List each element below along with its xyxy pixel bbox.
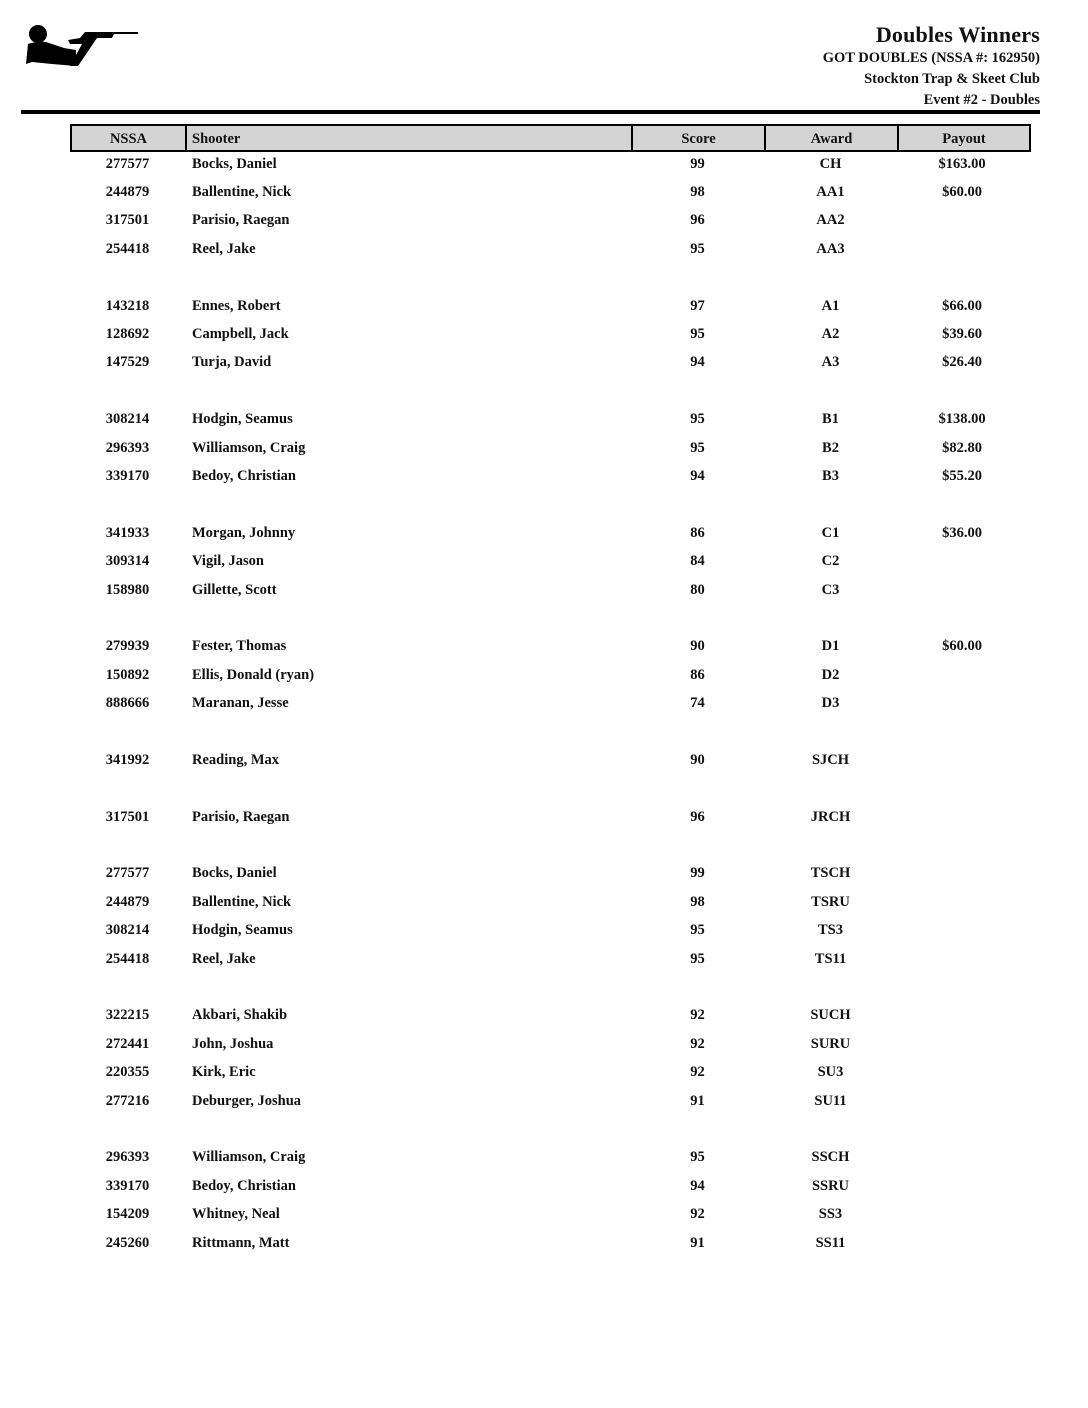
- cell-shooter: Reel, Jake: [192, 240, 256, 257]
- table-row: [70, 1087, 1031, 1115]
- table-row: [70, 1229, 1031, 1257]
- cell-score: 86: [690, 524, 705, 541]
- cell-score: 97: [690, 297, 705, 314]
- cell-score: 99: [690, 155, 705, 172]
- club-name: Stockton Trap & Skeet Club: [864, 71, 1040, 87]
- cell-nssa: 309314: [105, 553, 150, 570]
- group-spacer: [70, 775, 1031, 803]
- cell-shooter: Maranan, Jesse: [192, 695, 289, 712]
- cell-score: 74: [690, 695, 705, 712]
- table-row: [70, 803, 1031, 831]
- table-row: [70, 519, 1031, 547]
- cell-award: AA3: [816, 240, 845, 257]
- header-divider: [21, 110, 1040, 114]
- cell-nssa: 317501: [105, 212, 150, 229]
- cell-score: 95: [690, 326, 705, 343]
- cell-payout: $60.00: [942, 184, 982, 201]
- table-row: [70, 945, 1031, 973]
- group-spacer: [70, 831, 1031, 859]
- cell-nssa: 245260: [105, 1234, 150, 1251]
- cell-nssa: 128692: [105, 326, 150, 343]
- table-row: [70, 1002, 1031, 1030]
- table-row: [70, 150, 1031, 178]
- table-row: [70, 207, 1031, 235]
- table-row: [70, 860, 1031, 888]
- cell-score: 98: [690, 184, 705, 201]
- cell-award: JRCH: [810, 808, 851, 825]
- cell-nssa: 339170: [105, 467, 150, 484]
- cell-payout: $36.00: [942, 524, 982, 541]
- table-row: [70, 434, 1031, 462]
- cell-award: C2: [821, 553, 840, 570]
- table-row: [70, 917, 1031, 945]
- table-row: [70, 462, 1031, 490]
- cell-shooter: Parisio, Raegan: [192, 212, 290, 229]
- cell-award: C1: [821, 524, 840, 541]
- cell-shooter: Ballentine, Nick: [192, 184, 292, 201]
- cell-shooter: Parisio, Raegan: [192, 808, 290, 825]
- cell-award: A2: [821, 326, 840, 343]
- cell-award: SUCH: [810, 1007, 851, 1024]
- cell-score: 80: [690, 581, 705, 598]
- cell-payout: $66.00: [942, 297, 982, 314]
- cell-nssa: 244879: [105, 893, 150, 910]
- group-spacer: [70, 718, 1031, 746]
- cell-award: B2: [822, 439, 839, 456]
- cell-score: 92: [690, 1206, 705, 1223]
- cell-score: 91: [690, 1234, 705, 1251]
- group-spacer: [70, 377, 1031, 405]
- cell-award: AA1: [816, 184, 845, 201]
- cell-payout: $163.00: [938, 155, 986, 172]
- table-row: [70, 576, 1031, 604]
- table-row: [70, 1144, 1031, 1172]
- cell-score: 95: [690, 411, 705, 428]
- cell-nssa: 143218: [105, 297, 150, 314]
- table-row: [70, 1172, 1031, 1200]
- cell-nssa: 277577: [105, 155, 150, 172]
- cell-award: D1: [821, 638, 840, 655]
- cell-nssa: 296393: [105, 1149, 150, 1166]
- cell-shooter: Bedoy, Christian: [192, 467, 296, 484]
- cell-nssa: 277577: [105, 865, 150, 882]
- table-row: [70, 178, 1031, 206]
- cell-payout: $82.80: [942, 439, 982, 456]
- cell-award: SSRU: [811, 1177, 850, 1194]
- column-header-shooter: Shooter: [187, 126, 633, 150]
- cell-shooter: Reading, Max: [192, 751, 279, 768]
- cell-award: SSCH: [811, 1149, 850, 1166]
- cell-award: SJCH: [811, 751, 850, 768]
- cell-score: 94: [690, 467, 705, 484]
- cell-score: 94: [690, 354, 705, 371]
- cell-award: A3: [821, 354, 840, 371]
- group-spacer: [70, 491, 1031, 519]
- cell-nssa: 277216: [105, 1092, 150, 1109]
- cell-score: 90: [690, 751, 705, 768]
- cell-payout: $26.40: [942, 354, 982, 371]
- cell-payout: $39.60: [942, 326, 982, 343]
- cell-shooter: Bocks, Daniel: [192, 865, 277, 882]
- cell-nssa: 147529: [105, 354, 150, 371]
- cell-award: B1: [822, 411, 839, 428]
- cell-shooter: Turja, David: [192, 354, 272, 371]
- cell-award: TSCH: [810, 865, 851, 882]
- cell-nssa: 272441: [105, 1035, 150, 1052]
- cell-shooter: Morgan, Johnny: [192, 524, 296, 541]
- cell-score: 92: [690, 1064, 705, 1081]
- table-row: [70, 1030, 1031, 1058]
- cell-award: TS3: [818, 922, 843, 939]
- table-row: [70, 661, 1031, 689]
- cell-award: A1: [821, 297, 840, 314]
- cell-nssa: 254418: [105, 240, 150, 257]
- winners-table-body: [70, 150, 1031, 1257]
- cell-nssa: 308214: [105, 411, 150, 428]
- cell-shooter: Vigil, Jason: [192, 553, 264, 570]
- cell-shooter: Bedoy, Christian: [192, 1177, 296, 1194]
- table-row: [70, 1200, 1031, 1228]
- cell-payout: $55.20: [942, 467, 982, 484]
- cell-shooter: Rittmann, Matt: [192, 1234, 290, 1251]
- cell-score: 96: [690, 808, 705, 825]
- cell-nssa: 888666: [105, 695, 150, 712]
- group-spacer: [70, 973, 1031, 1001]
- cell-nssa: 322215: [105, 1007, 150, 1024]
- cell-nssa: 158980: [105, 581, 150, 598]
- cell-award: TSRU: [811, 893, 850, 910]
- cell-nssa: 254418: [105, 950, 150, 967]
- cell-score: 95: [690, 1149, 705, 1166]
- cell-nssa: 339170: [105, 1177, 150, 1194]
- cell-shooter: Ennes, Robert: [192, 297, 281, 314]
- cell-score: 91: [690, 1092, 705, 1109]
- cell-shooter: Reel, Jake: [192, 950, 256, 967]
- column-header-award: Award: [766, 126, 899, 150]
- cell-score: 96: [690, 212, 705, 229]
- cell-award: B3: [822, 467, 839, 484]
- cell-award: SURU: [810, 1035, 851, 1052]
- cell-score: 99: [690, 865, 705, 882]
- column-header-score: Score: [633, 126, 766, 150]
- cell-shooter: Whitney, Neal: [192, 1206, 280, 1223]
- cell-nssa: 154209: [105, 1206, 150, 1223]
- cell-shooter: Kirk, Eric: [192, 1064, 256, 1081]
- table-row: [70, 320, 1031, 348]
- cell-score: 98: [690, 893, 705, 910]
- shoot-name: GOT DOUBLES (NSSA #: 162950): [822, 50, 1040, 66]
- group-spacer: [70, 1115, 1031, 1143]
- cell-shooter: Hodgin, Seamus: [192, 411, 293, 428]
- cell-award: SS3: [818, 1206, 843, 1223]
- cell-score: 95: [690, 922, 705, 939]
- cell-award: TS11: [814, 950, 847, 967]
- cell-award: SU3: [817, 1064, 844, 1081]
- cell-award: D3: [821, 695, 840, 712]
- cell-nssa: 296393: [105, 439, 150, 456]
- report-header: [823, 22, 1040, 111]
- cell-payout: $138.00: [938, 411, 986, 428]
- event-name: Event #2 - Doubles: [923, 92, 1040, 108]
- cell-shooter: John, Joshua: [192, 1035, 274, 1052]
- cell-shooter: Ellis, Donald (ryan): [192, 666, 315, 683]
- cell-award: D2: [821, 666, 840, 683]
- table-row: [70, 746, 1031, 774]
- table-row: [70, 689, 1031, 717]
- cell-nssa: 150892: [105, 666, 150, 683]
- cell-score: 86: [690, 666, 705, 683]
- table-row: [70, 888, 1031, 916]
- cell-shooter: Gillette, Scott: [192, 581, 277, 598]
- group-spacer: [70, 264, 1031, 292]
- cell-nssa: 317501: [105, 808, 150, 825]
- table-row: [70, 292, 1031, 320]
- cell-payout: $60.00: [942, 638, 982, 655]
- cell-award: SU11: [814, 1092, 847, 1109]
- table-row: [70, 1059, 1031, 1087]
- table-row: [70, 547, 1031, 575]
- cell-award: C3: [821, 581, 840, 598]
- cell-score: 84: [690, 553, 705, 570]
- cell-shooter: Williamson, Craig: [192, 1149, 306, 1166]
- cell-shooter: Deburger, Joshua: [192, 1092, 302, 1109]
- table-row: [70, 349, 1031, 377]
- table-header: [70, 124, 1031, 152]
- report-title: Doubles Winners: [875, 22, 1040, 47]
- column-header-nssa: NSSA: [72, 126, 187, 150]
- cell-score: 95: [690, 439, 705, 456]
- cell-score: 92: [690, 1007, 705, 1024]
- shooter-with-shotgun-icon: [22, 22, 138, 70]
- cell-score: 94: [690, 1177, 705, 1194]
- cell-nssa: 341933: [105, 524, 150, 541]
- cell-score: 95: [690, 240, 705, 257]
- cell-nssa: 244879: [105, 184, 150, 201]
- cell-shooter: Campbell, Jack: [192, 326, 289, 343]
- table-row: [70, 406, 1031, 434]
- cell-shooter: Ballentine, Nick: [192, 893, 292, 910]
- cell-nssa: 341992: [105, 751, 150, 768]
- cell-shooter: Bocks, Daniel: [192, 155, 277, 172]
- cell-nssa: 308214: [105, 922, 150, 939]
- group-spacer: [70, 604, 1031, 632]
- table-row: [70, 235, 1031, 263]
- cell-score: 92: [690, 1035, 705, 1052]
- cell-shooter: Hodgin, Seamus: [192, 922, 293, 939]
- cell-nssa: 279939: [105, 638, 150, 655]
- cell-shooter: Williamson, Craig: [192, 439, 306, 456]
- cell-award: CH: [819, 155, 842, 172]
- cell-nssa: 220355: [105, 1064, 150, 1081]
- cell-shooter: Akbari, Shakib: [192, 1007, 288, 1024]
- table-row: [70, 633, 1031, 661]
- cell-shooter: Fester, Thomas: [192, 638, 287, 655]
- column-header-payout: Payout: [942, 131, 986, 147]
- cell-score: 90: [690, 638, 705, 655]
- cell-score: 95: [690, 950, 705, 967]
- cell-award: AA2: [816, 212, 845, 229]
- cell-award: SS11: [815, 1234, 846, 1251]
